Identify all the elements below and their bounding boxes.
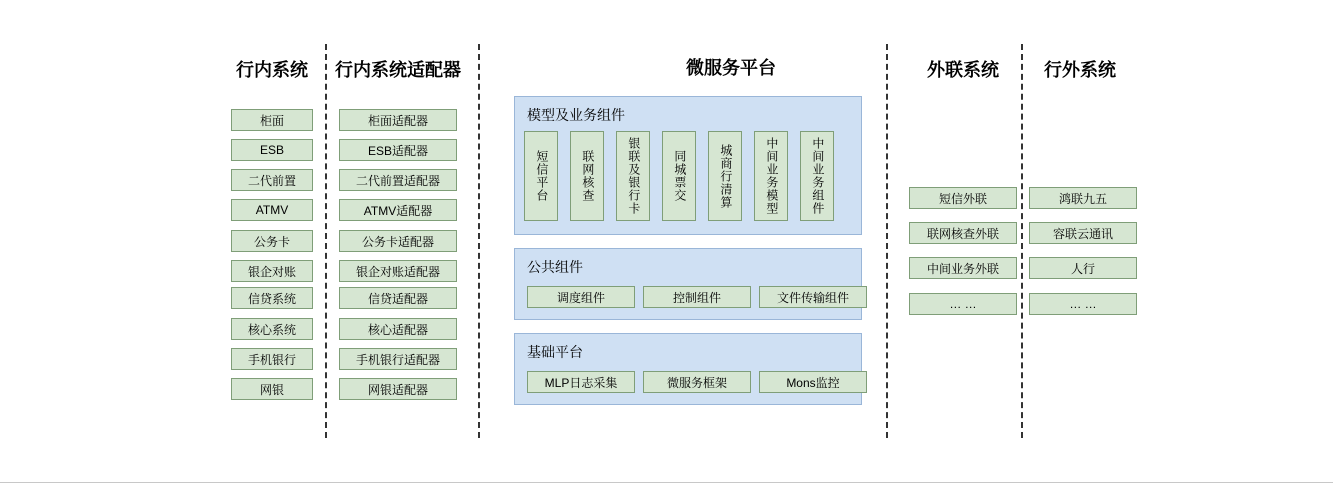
node-internal-system-10[interactable]: 网银 — [231, 378, 313, 400]
panel-label-common-components: 公共组件 — [527, 259, 583, 275]
node-external-link-3[interactable]: 中间业务外联 — [909, 257, 1017, 279]
node-internal-adapter-5[interactable]: 公务卡适配器 — [339, 230, 457, 252]
node-base-comp-3[interactable]: Mons监控 — [759, 371, 867, 393]
node-common-comp-2[interactable]: 控制组件 — [643, 286, 751, 308]
node-internal-adapter-4[interactable]: ATMV适配器 — [339, 199, 457, 221]
node-outside-system-1[interactable]: 鸿联九五 — [1029, 187, 1137, 209]
node-external-link-4[interactable]: … … — [909, 293, 1017, 315]
node-internal-system-5[interactable]: 公务卡 — [231, 230, 313, 252]
node-common-comp-1[interactable]: 调度组件 — [527, 286, 635, 308]
node-model-comp-1[interactable]: 短信平台 — [524, 131, 558, 221]
node-internal-adapter-7[interactable]: 信贷适配器 — [339, 287, 457, 309]
divider-2 — [478, 44, 480, 438]
node-internal-system-2[interactable]: ESB — [231, 139, 313, 161]
node-internal-adapter-6[interactable]: 银企对账适配器 — [339, 260, 457, 282]
node-base-comp-1[interactable]: MLP日志采集 — [527, 371, 635, 393]
divider-4 — [1021, 44, 1023, 438]
node-internal-system-6[interactable]: 银企对账 — [231, 260, 313, 282]
node-internal-system-1[interactable]: 柜面 — [231, 109, 313, 131]
node-model-comp-3[interactable]: 银联及银行卡 — [616, 131, 650, 221]
node-internal-system-8[interactable]: 核心系统 — [231, 318, 313, 340]
node-model-comp-7[interactable]: 中间业务组件 — [800, 131, 834, 221]
node-model-comp-5[interactable]: 城商行清算 — [708, 131, 742, 221]
panel-label-base-platform: 基础平台 — [527, 344, 583, 360]
node-internal-system-7[interactable]: 信贷系统 — [231, 287, 313, 309]
node-model-comp-2[interactable]: 联网核查 — [570, 131, 604, 221]
node-outside-system-4[interactable]: … … — [1029, 293, 1137, 315]
node-base-comp-2[interactable]: 微服务框架 — [643, 371, 751, 393]
column-title-microservice-platform: 微服务平台 — [686, 58, 776, 78]
node-outside-system-3[interactable]: 人行 — [1029, 257, 1137, 279]
column-title-internal-adapters: 行内系统适配器 — [335, 60, 461, 80]
column-title-external-link-systems: 外联系统 — [927, 60, 999, 80]
panel-common-components — [514, 248, 862, 320]
node-external-link-1[interactable]: 短信外联 — [909, 187, 1017, 209]
node-internal-adapter-1[interactable]: 柜面适配器 — [339, 109, 457, 131]
divider-3 — [886, 44, 888, 438]
node-outside-system-2[interactable]: 容联云通讯 — [1029, 222, 1137, 244]
node-model-comp-6[interactable]: 中间业务模型 — [754, 131, 788, 221]
node-internal-adapter-3[interactable]: 二代前置适配器 — [339, 169, 457, 191]
column-title-internal-systems: 行内系统 — [236, 60, 308, 80]
panel-base-platform — [514, 333, 862, 405]
column-title-outside-systems: 行外系统 — [1044, 60, 1116, 80]
node-internal-adapter-8[interactable]: 核心适配器 — [339, 318, 457, 340]
node-model-comp-4[interactable]: 同城票交 — [662, 131, 696, 221]
node-internal-system-3[interactable]: 二代前置 — [231, 169, 313, 191]
divider-1 — [325, 44, 327, 438]
node-internal-adapter-10[interactable]: 网银适配器 — [339, 378, 457, 400]
node-internal-adapter-9[interactable]: 手机银行适配器 — [339, 348, 457, 370]
node-internal-system-4[interactable]: ATMV — [231, 199, 313, 221]
node-common-comp-3[interactable]: 文件传输组件 — [759, 286, 867, 308]
node-external-link-2[interactable]: 联网核查外联 — [909, 222, 1017, 244]
node-internal-system-9[interactable]: 手机银行 — [231, 348, 313, 370]
panel-label-model-business-components: 模型及业务组件 — [527, 107, 625, 123]
node-internal-adapter-2[interactable]: ESB适配器 — [339, 139, 457, 161]
